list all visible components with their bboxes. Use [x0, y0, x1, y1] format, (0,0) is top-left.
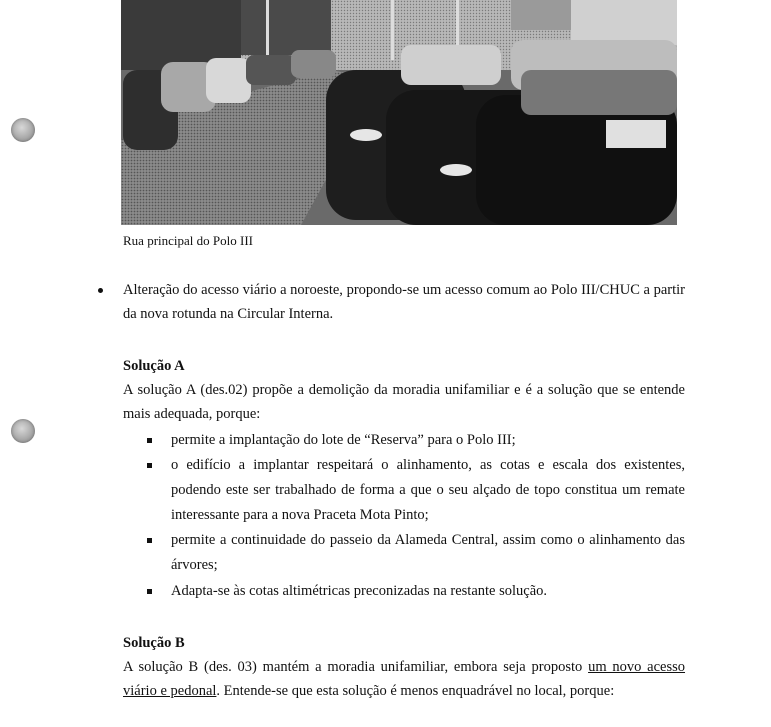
list-bullet	[147, 589, 152, 594]
list-item: permite a continuidade do passeio da Alameda Central, assim como o alinhamento das árvores;	[171, 532, 685, 573]
solucao-b-intro-end: . Entende-se que esta solução é menos enquadrável no local, porque:	[216, 683, 615, 699]
photo-caption: Rua principal do Polo III	[123, 233, 253, 248]
solucao-b-intro-underlined: um novo acesso viário e pedonal	[123, 659, 686, 699]
list-item: Adapta-se às cotas altimétricas preconizadas na restante solução.	[171, 583, 548, 599]
heading-solucao-a: Solução A	[123, 358, 185, 374]
list-bullet	[147, 438, 152, 443]
bullet-dot	[98, 288, 103, 293]
punch-hole-bottom	[11, 419, 35, 443]
list-item: permite a implantação do lote de “Reserva” para o Polo III;	[171, 432, 516, 448]
street-photo	[121, 0, 677, 225]
list-item: o edifício a implantar respeitará o alinhamento, as cotas e escala dos existentes, podendo este ser trabalhado de forma a que o seu alçado de topo constitua um remate interessante para a nova Praceta Mota Pinto;	[171, 457, 685, 523]
punch-hole-top	[11, 118, 35, 142]
solucao-a-intro: A solução A (des.02) propõe a demolição da moradia unifamiliar e é a solução que se entende mais adequada, porque:	[123, 382, 685, 422]
list-bullet	[147, 463, 152, 468]
bullet-text-acesso: Alteração do acesso viário a noroeste, propondo-se um acesso comum ao Polo III/CHUC a partir da nova rotunda na Circular Interna.	[123, 282, 685, 322]
list-bullet	[147, 538, 152, 543]
solucao-b-intro-start: A solução B (des. 03) mantém a moradia unifamiliar, embora seja proposto	[123, 659, 589, 675]
heading-solucao-b: Solução B	[123, 635, 185, 651]
street-photo-icon	[121, 0, 677, 225]
solucao-b-intro	[123, 655, 685, 703]
